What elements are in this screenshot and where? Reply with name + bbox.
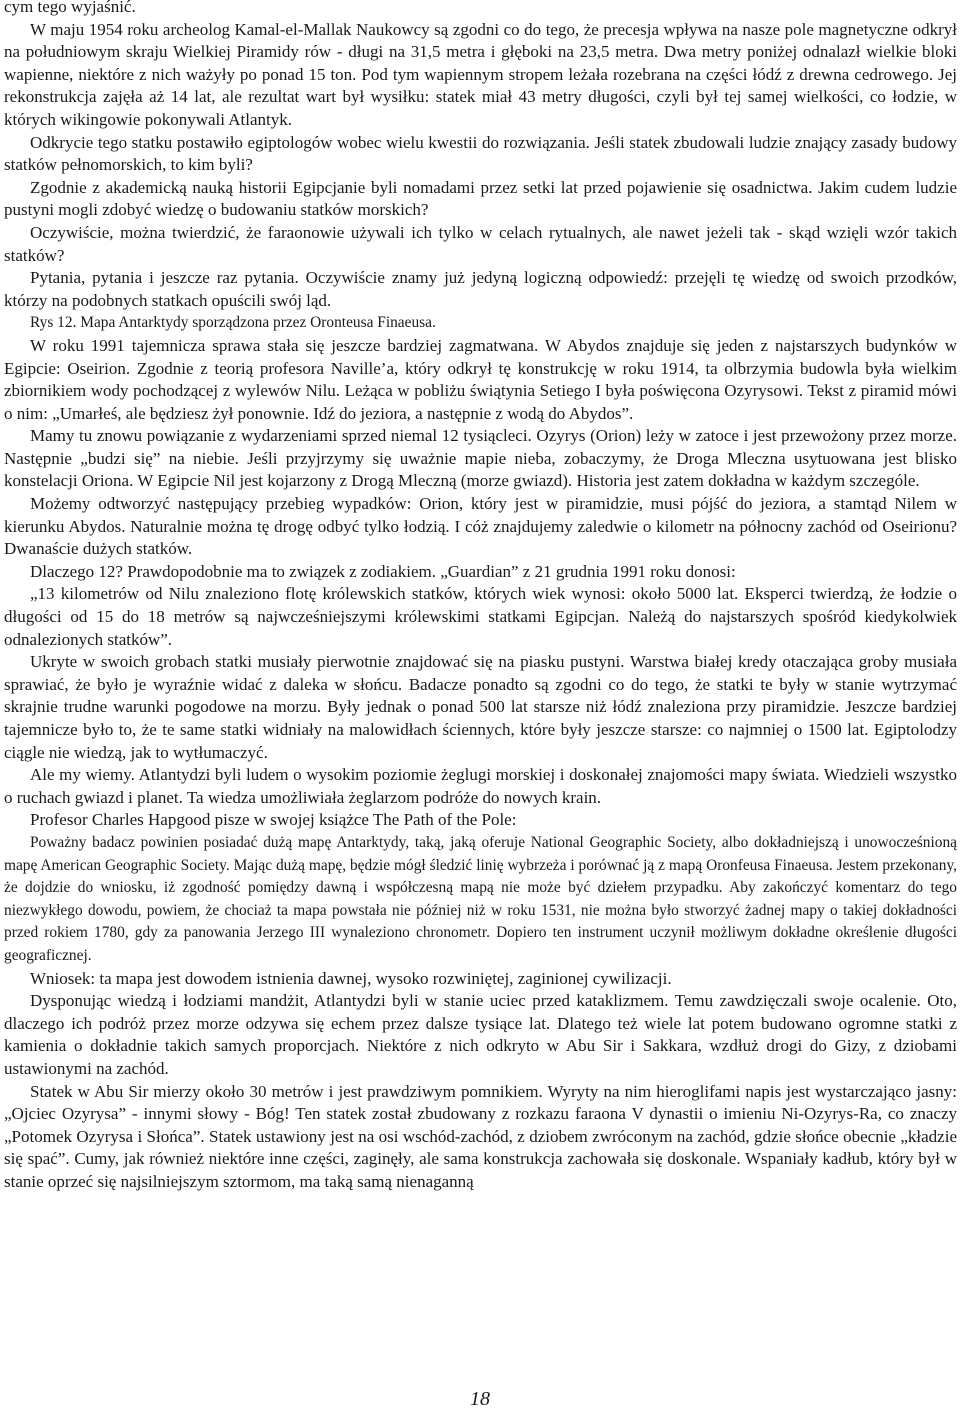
figure-caption: Rys 12. Mapa Antarktydy sporządzona przez Oronteusa Finaeusa.	[30, 314, 436, 332]
paragraph-conclusion: Wniosek: ta mapa jest dowodem istnienia dawnej, wysoko rozwiniętej, zaginionej cywilizacji.	[30, 968, 672, 988]
paragraph-guardian-quote: „13 kilometrów od Nilu znaleziono flotę królewskich statków, których wiek wynosi: około 5000 lat. Eksperci twierdzą, że łodzie o długości od 15 do 18 metrów są najwcześniejszymi królewskimi statkami Egipcjan. Należą do najstarszych spośród kiedykolwiek odnalezionych statków”.	[4, 584, 957, 649]
paragraph-continuation: cym tego wyjaśnić.	[4, 0, 136, 16]
paragraph-pharaohs: Oczywiście, można twierdzić, że faraonowie używali ich tylko w celach rytualnych, ale nawet jeżeli tak - skąd wzięli wzór takich statków?	[4, 222, 957, 265]
page-number: 18	[470, 1388, 490, 1410]
paragraph-abu-sir: Statek w Abu Sir mierzy około 30 metrów i jest prawdziwym pomnikiem. Wyryty na nim hieroglifami napis jest wystarczająco jasny: „Ojciec Ozyrysa” - innymi słowy - Bóg! Ten statek został zbudowany z rozkazu faraona V dynastii o imieniu Ni-Ozyrys-Ra, co znaczy „Potomek Ozyrysa i Słońca”. Statek ustawiony jest na osi wschód-zachód, z dziobem zwróconym na zachód, gdzie słońce obecnie „kładzie się spać”. Cumy, jak również niektóre inne części, zaginęły, ale sama konstrukcja zachowała się doskonale. Wspaniały kadłub, który był w stanie oprzeć się najsilniejszym sztormom, ma taką samą nienaganną	[4, 1081, 957, 1191]
paragraph-hapgood-intro: Profesor Charles Hapgood pisze w swojej książce The Path of the Pole:	[30, 810, 517, 830]
page-body	[4, 0, 957, 1193]
paragraph-we-know: Ale my wiemy. Atlantydzi byli ludem o wysokim poziomie żeglugi morskiej i doskonałej znajomości mapy świata. Wiedzieli wszystko o ruchach gwiazd i planet. Ta wiedza umożliwiała żeglarzom podróże do nowych krain.	[4, 765, 957, 807]
block-quote-hapgood: Poważny badacz powinien posiadać dużą mapę Antarktydy, taką, jaką oferuje National Geographic Society, albo dokładniejszą i unowocześnioną mapę American Geographic Society. Mając dużą mapę, będzie mógł śledzić linię wybrzeża i porównać ją z mapą Oronfeusa Finaeusa. Jestem przekonany, że dojdzie do wniosku, iż zgodność pomiędzy dawną i współczesną mapą nie może być dziełem przypadku. Aby zakończyć komentarz do tego niezwykłego dowodu, powiem, że chociaż ta mapa powstała nie później niż w roku 1531, nie można było stworzyć żadnej mapy o takiej dokładności przed rokiem 1780, gdy za panowania Jerzego III wynaleziono chronometr. Dopiero ten instrument uczynił możliwym dokładne określenie długości geograficznej.	[4, 833, 957, 964]
paragraph-why-twelve: Dlaczego 12? Prawdopodobnie ma to związek z zodiakiem. „Guardian” z 21 grudnia 1991 roku donosi:	[30, 561, 736, 581]
paragraph-sequence: Możemy odtworzyć następujący przebieg wypadków: Orion, który jest w piramidzie, musi pójść do jeziora, a stamtąd Nilem w kierunku Abydos. Naturalnie można tę drogę odbyć tylko łodzią. I cóż znajdujemy zaledwie o kilometr na północny zachód od Oseirionu? Dwanaście dużych statków.	[4, 494, 957, 559]
paragraph-mandjit: Dysponując wiedzą i łodziami mandżit, Atlantydzi byli w stanie uciec przed kataklizmem. Temu zawdzięczali swoje ocalenie. Oto, dlaczego ich podróż przez morze odzywa się echem przez dalsze tysiące lat. Dlatego też wiele lat potem budowano ogromne statki z kamienia o dokładnie takich samych proporcjach. Niektóre z nich odkryto w Abu Sir i Sakkara, wzdłuż drogi do Gizy, z dziobami ustawionymi na zachód.	[4, 991, 957, 1078]
paragraph-buried-ships: Ukryte w swoich grobach statki musiały pierwotnie znajdować się na piasku pustyni. Warstwa białej kredy otaczająca groby musiała sprawiać, że było je wyraźnie widać z daleka w słońcu. Badacze ponadto są zgodni co do tego, że statki te były w stanie wytrzymać skrajnie trudne warunki pogodowe na morzu. Były jednak o ponad 500 lat starsze niż łódź znaleziona przy piramidzie. Jeszcze bardziej tajemnicze było to, że te same statki widniały na malowidłach ściennych, które były jeszcze starsze: co najmniej o 1500 lat. Egiptolodzy ciągle nie wiedzą, jak to wytłumaczyć.	[4, 652, 957, 762]
paragraph-questions: Odkrycie tego statku postawiło egiptologów wobec wielu kwestii do rozwiązania. Jeśli statek zbudowali ludzie znający zasady budowy statków pełnomorskich, to kim byli?	[4, 132, 957, 175]
paragraph-nomads: Zgodnie z akademicką nauką historii Egipcjanie byli nomadami przez setki lat przed pojawienie się osadnictwa. Jakim cudem ludzie pustyni mogli zdobyć wiedzę o budowaniu statków morskich?	[4, 177, 957, 220]
paragraph-abydos: W roku 1991 tajemnicza sprawa stała się jeszcze bardziej zagmatwana. W Abydos znajduje się jeden z najstarszych budynków w Egipcie: Oseirion. Zgodnie z teorią profesora Naville’a, który odkrył tę konstrukcję w roku 1914, ta olbrzymia budowla była wielkim zbiornikiem wody pochodzącej z wylewów Nilu. Leżąca w pobliżu świątynia Setiego I była poświęcona Ozyrysowi. Tekst z piramid mówi o nim: „Umarłeś, ale będziesz żył ponownie. Idź do jeziora, a następnie z wodą do Abydos”.	[4, 335, 957, 423]
paragraph-answers: Pytania, pytania i jeszcze raz pytania. Oczywiście znamy już jedyną logiczną odpowiedź: przejęli tę wiedzę od swoich przodków, którzy na podobnych statkach opuścili swój ląd.	[4, 268, 957, 310]
paragraph-orion: Mamy tu znowu powiązanie z wydarzeniami sprzed niemal 12 tysiącleci. Ozyrys (Orion) leży w zatoce i jest przewożony przez morze. Następnie „budzi się” na niebie. Jeśli przyjrzymy się uważnie mapie nieba, zobaczymy, że Droga Mleczna usytuowana jest blisko konstelacji Oriona. W Egipcie Nil jest kojarzony z Drogą Mleczną (morze gwiazd). Historia jest zatem dokładna w każdym szczególe.	[4, 426, 957, 491]
paragraph-kamal-discovery: W maju 1954 roku archeolog Kamal-el-Mallak Naukowcy są zgodni co do tego, że precesja wpływa na nasze pole magnetyczne odkrył na południowym skraju Wielkiej Piramidy rów - długi na 31,5 metra i głęboki na 23,5 metra. Dwa metry poniżej odnalazł wielkie bloki wapienne, niektóre z nich ważyły po ponad 15 ton. Pod tym wapiennym stropem leżała rozebrana na części łódź z drewna cedrowego. Jej rekonstrukcja zajęła aż 14 lat, ale rezultat wart był wysiłku: statek miał 43 metry długości, czyli był tej samej wielkości, co łodzie, w których wikingowie pokonywali Atlantyk.	[4, 19, 957, 129]
